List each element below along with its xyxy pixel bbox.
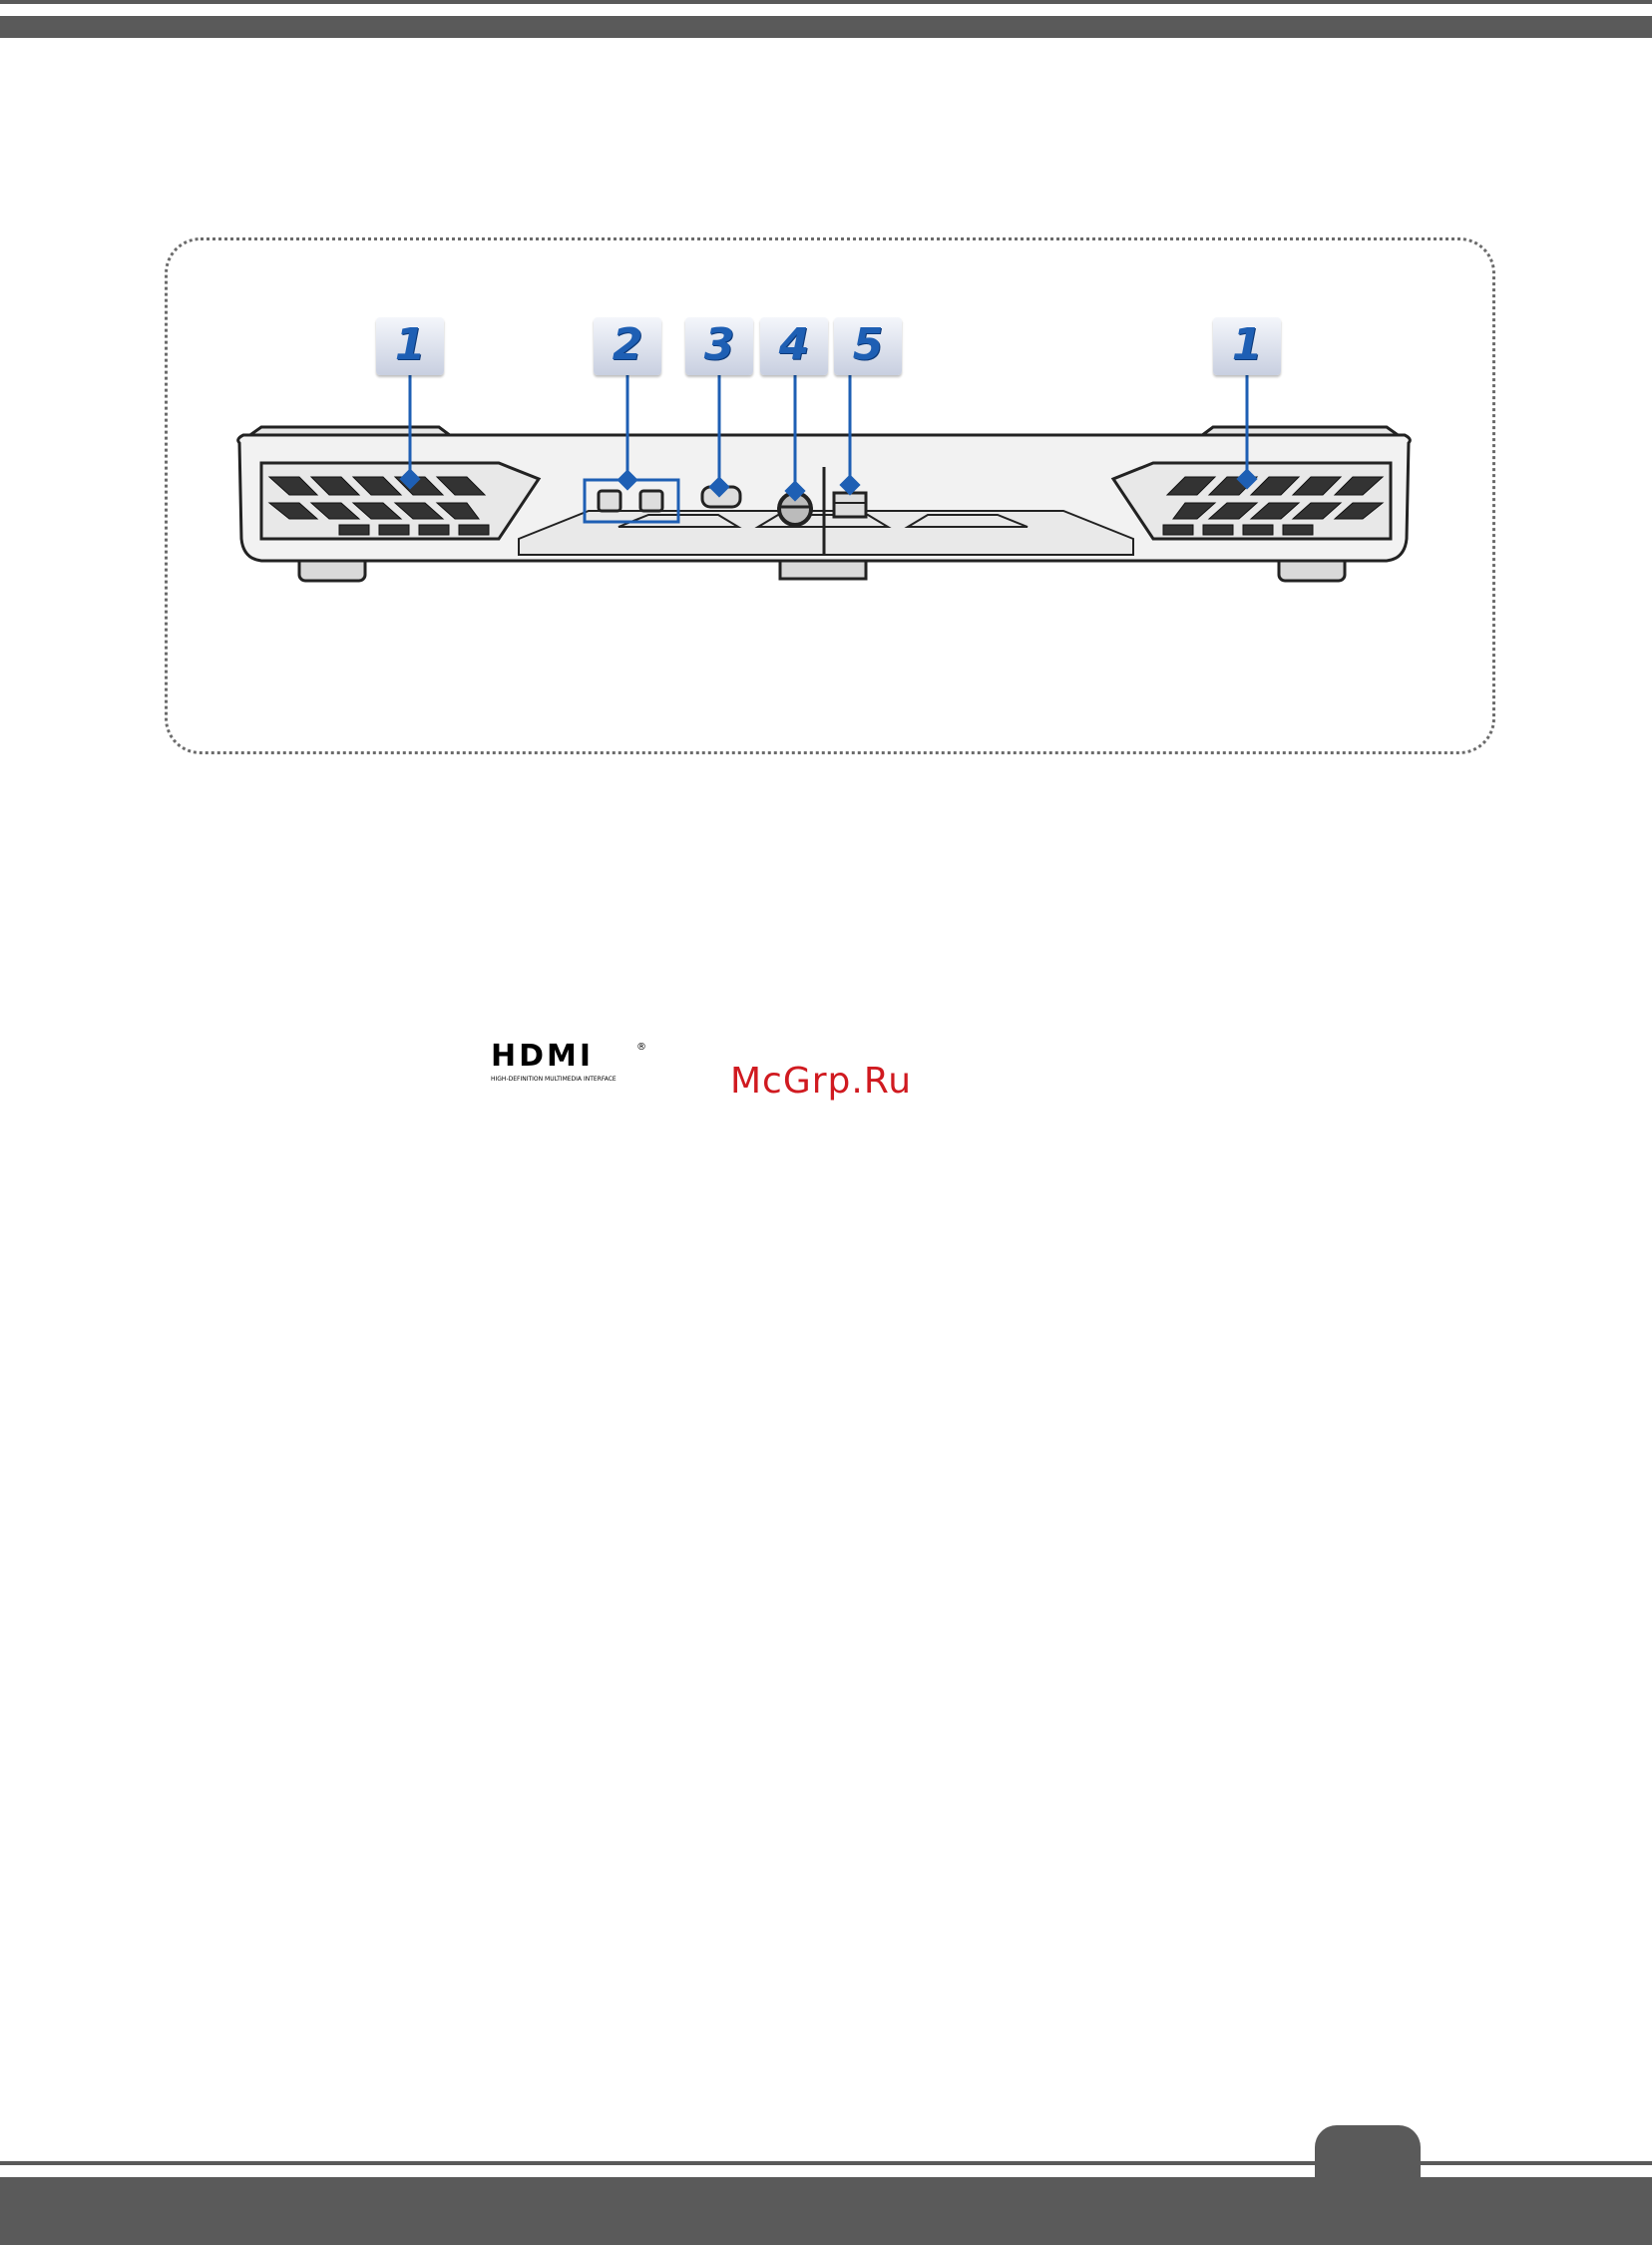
callout-number: 5	[852, 319, 884, 370]
footer-bar	[0, 2177, 1652, 2245]
callout-number: 2	[612, 319, 643, 370]
mini-displayport-1-icon	[599, 491, 620, 511]
callout-5	[834, 317, 902, 375]
page-number-tab	[1315, 2125, 1421, 2177]
callout-number: 3	[703, 319, 735, 370]
footer-band	[0, 2125, 1652, 2245]
callout-4	[760, 317, 828, 375]
security-lock-slot-icon	[834, 493, 866, 517]
left-vent	[261, 463, 539, 539]
callout-1-right	[1213, 317, 1281, 375]
footer-rule	[0, 2161, 1652, 2165]
callout-3	[685, 317, 753, 375]
mini-displayport-2-icon	[640, 491, 662, 511]
callout-number: 1	[394, 319, 426, 370]
hdmi-tagline: HIGH-DEFINITION MULTIMEDIA INTERFACE	[491, 1076, 617, 1083]
center-panel	[519, 511, 1133, 555]
hdmi-logo	[489, 1038, 658, 1086]
callout-number: 1	[1231, 319, 1263, 370]
laptop-rear-view	[0, 0, 1652, 798]
hdmi-wordmark: HDMI	[491, 1039, 595, 1074]
hdmi-registered-mark: ®	[636, 1042, 646, 1053]
callout-2	[594, 317, 661, 375]
callout-number: 4	[778, 319, 810, 370]
watermark: McGrp.Ru	[730, 1061, 913, 1102]
callout-1-left	[376, 317, 444, 375]
